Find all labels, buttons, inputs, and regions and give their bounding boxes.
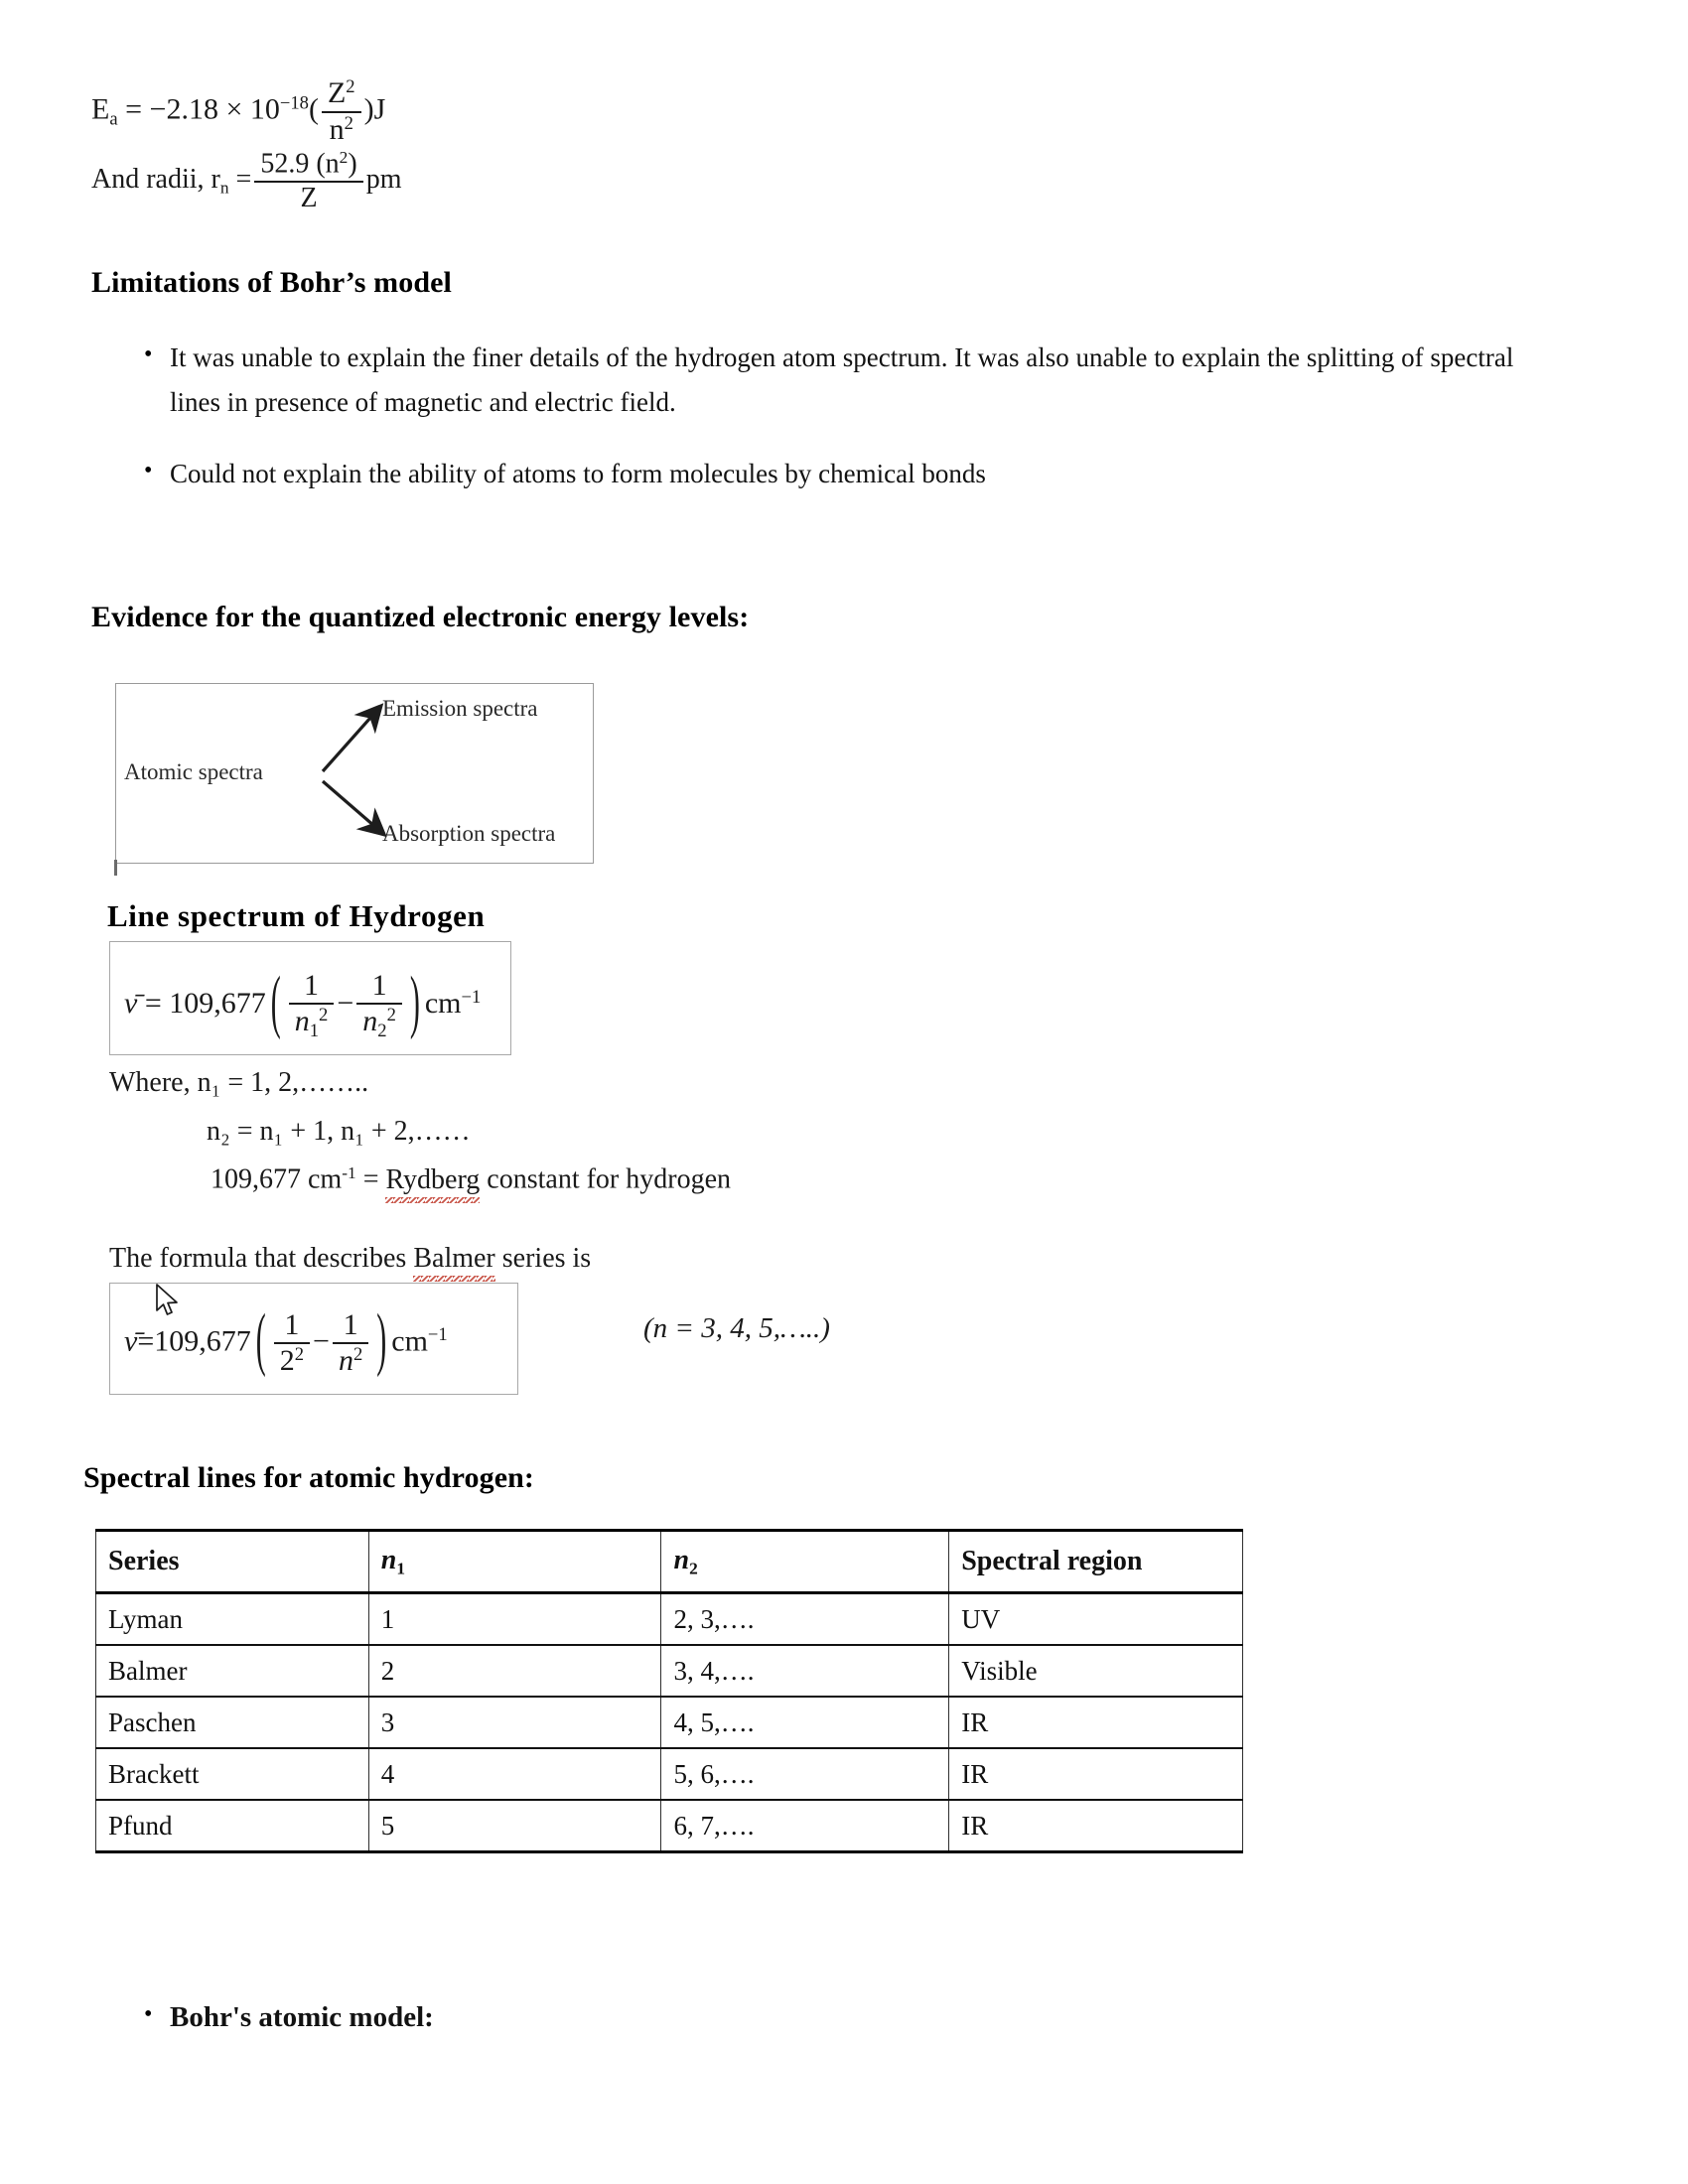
radius-symbol: r [211, 163, 220, 195]
evidence-heading: Evidence for the quantized electronic energy levels: [91, 601, 750, 633]
wavenumber-unit: cm [424, 987, 462, 1021]
line-spectrum-heading: Line spectrum of Hydrogen [107, 898, 486, 933]
balmer-intro-line [109, 1243, 591, 1275]
table-head [96, 1531, 1243, 1593]
close-paren: ) [363, 92, 374, 126]
rydberg-constant: 109,677 [169, 987, 266, 1021]
equals-sign: = [355, 1163, 386, 1195]
cell-series: Balmer [96, 1645, 369, 1697]
cell-region: Visible [949, 1645, 1243, 1697]
open-paren: ( [270, 964, 281, 1041]
diagram-root-label: Atomic spectra [124, 759, 263, 784]
minus-sign: − [313, 1324, 330, 1358]
balmer-intro-post: series is [494, 1243, 592, 1274]
bullet-icon: • [144, 2001, 153, 2027]
wavenumber-unit-exponent: −1 [461, 986, 482, 1008]
diagram-branch-label-absorption: Absorption spectra [382, 821, 556, 846]
cell-series: Pfund [96, 1800, 369, 1852]
energy-equation [91, 77, 385, 146]
where-n1-line [109, 1067, 368, 1099]
limitation-text-2: Could not explain the ability of atoms to form molecules by chemical bonds [170, 459, 986, 488]
energy-symbol-subscript: a [109, 108, 118, 130]
equals-sign: = [144, 987, 162, 1021]
times-sign: × [225, 92, 243, 126]
rydberg-constant: 109,677 [154, 1324, 251, 1358]
radius-equation [91, 149, 401, 213]
wavenumber-symbol: ν̄ [124, 1324, 138, 1358]
cell-region: UV [949, 1593, 1243, 1646]
two-exponent: 2 [294, 1344, 305, 1366]
table-header-row [96, 1531, 1243, 1593]
cell-n1: 1 [368, 1593, 661, 1646]
rydberg-constant-tail: constant for hydrogen [480, 1163, 732, 1195]
cell-region: IR [949, 1748, 1243, 1800]
energy-symbol: E [91, 92, 110, 126]
rydberg-constant-line [211, 1163, 731, 1196]
rydberg-formula [124, 964, 482, 1042]
fraction-denominator [289, 1003, 335, 1041]
cell-n1: 5 [368, 1800, 661, 1852]
radius-numerator-exponent: 2 [339, 148, 349, 167]
energy-coefficient: 2.18 [166, 92, 218, 126]
fraction-numerator: 1 [304, 969, 320, 1002]
cell-series: Lyman [96, 1593, 369, 1646]
fraction-denominator [333, 1342, 368, 1378]
arrow-to-absorption [323, 781, 382, 833]
cell-n2: 3, 4,…. [661, 1645, 949, 1697]
fraction-denominator [322, 111, 361, 147]
table-row [96, 1697, 1243, 1748]
equals-sign: = [137, 1324, 155, 1358]
table-row [96, 1593, 1243, 1646]
table-body [96, 1593, 1243, 1852]
n-symbol: n [294, 1005, 310, 1038]
cell-n2: 6, 7,…. [661, 1800, 949, 1852]
spellcheck-word-balmer: Balmer [413, 1243, 495, 1274]
equals-sign: = [125, 92, 143, 126]
spectral-lines-table [95, 1529, 1243, 1853]
n-exponent: 2 [352, 1344, 363, 1366]
n-symbol: n [329, 112, 345, 146]
cell-series: Brackett [96, 1748, 369, 1800]
cell-n2: 5, 6,…. [661, 1748, 949, 1800]
diagram-left-tick [114, 860, 117, 876]
cell-n1: 2 [368, 1645, 661, 1697]
cell-region: IR [949, 1697, 1243, 1748]
n-symbol: n [338, 1344, 353, 1378]
table-row [96, 1645, 1243, 1697]
list-item [144, 336, 1554, 425]
z-exponent: 2 [346, 76, 355, 97]
n1-subscript: 1 [396, 1559, 406, 1578]
cell-n1: 4 [368, 1748, 661, 1800]
one-over-n2-squared [356, 970, 402, 1042]
fraction-numerator [254, 149, 362, 181]
bullet-icon: • [144, 458, 153, 483]
limitations-heading: Limitations of Bohr’s model [91, 266, 452, 299]
balmer-formula-box [109, 1283, 518, 1395]
n-exponent: 2 [319, 1005, 329, 1026]
close-paren: ) [376, 1301, 387, 1379]
cell-series: Paschen [96, 1697, 369, 1748]
diagram-branch-label-emission: Emission spectra [382, 696, 538, 721]
fraction-numerator: 1 [371, 969, 387, 1002]
spectral-lines-heading: Spectral lines for atomic hydrogen: [83, 1461, 535, 1494]
where-n1-value: n₁ = 1, 2,…….. [197, 1067, 369, 1098]
radius-symbol-subscript: n [219, 178, 229, 198]
rydberg-formula-box [109, 941, 511, 1055]
open-paren: ( [308, 92, 319, 126]
column-header-spectral-region: Spectral region [949, 1531, 1243, 1593]
spellcheck-word-rydberg: Rydberg [385, 1163, 481, 1195]
minus-sign: − [337, 987, 354, 1021]
picometre-unit: pm [365, 163, 402, 195]
atomic-spectra-diagram [115, 683, 594, 864]
list-item [144, 452, 1554, 496]
n-subscript: 1 [309, 1021, 320, 1042]
fraction-denominator: Z [254, 181, 362, 213]
radius-fraction [254, 149, 362, 213]
cell-region: IR [949, 1800, 1243, 1852]
one-over-n1-squared [289, 970, 335, 1042]
cell-n1: 3 [368, 1697, 661, 1748]
one-over-two-squared [274, 1309, 310, 1378]
arrow-to-emission [323, 708, 379, 771]
z-over-n-fraction [322, 77, 361, 146]
radius-numerator-close: ) [348, 148, 357, 180]
diagram-arrows-svg [116, 684, 593, 863]
power-base: 10 [249, 92, 280, 126]
table-row [96, 1748, 1243, 1800]
joule-unit: J [373, 92, 386, 126]
radius-prefix: And radii, [91, 163, 205, 195]
where-n2-line: n₂ = n₁ + 1, n₁ + 2,…… [207, 1116, 471, 1147]
n2-subscript: 2 [689, 1559, 698, 1578]
fraction-numerator [322, 77, 361, 111]
where-label: Where, [109, 1067, 191, 1098]
wavenumber-symbol: ν̄ [124, 987, 138, 1021]
column-header-n2 [661, 1531, 949, 1593]
n-symbol: n [362, 1005, 378, 1038]
wavenumber-unit: cm [391, 1324, 428, 1358]
column-header-series: Series [96, 1531, 369, 1593]
fraction-numerator: 1 [343, 1308, 358, 1341]
n-exponent: 2 [344, 112, 353, 134]
close-paren: ) [409, 964, 420, 1041]
radius-numerator-text: 52.9 (n [260, 148, 340, 180]
wavenumber-unit-exponent: −1 [427, 1324, 448, 1346]
two-symbol: 2 [279, 1344, 295, 1378]
rydberg-constant-exponent: -1 [342, 1163, 356, 1182]
fraction-numerator: 1 [284, 1308, 300, 1341]
n-exponent: 2 [386, 1005, 396, 1026]
equals-sign: = [235, 163, 252, 195]
n-symbol: n [380, 1544, 397, 1575]
limitation-text-1: It was unable to explain the finer details of the hydrogen atom spectrum. It was also unable to explain the splitting of spectral lines in presence of magnetic and electric field. [170, 342, 1514, 417]
fraction-denominator [356, 1003, 402, 1041]
fraction-denominator [274, 1342, 310, 1378]
cell-n2: 2, 3,…. [661, 1593, 949, 1646]
cell-n2: 4, 5,…. [661, 1697, 949, 1748]
list-item [144, 1995, 938, 2040]
z-symbol: Z [327, 76, 347, 110]
one-over-n-squared [333, 1309, 368, 1378]
power-exponent: −18 [279, 92, 309, 114]
balmer-intro-pre: The formula that describes [109, 1243, 414, 1274]
balmer-n-range-note: (n = 3, 4, 5,…..) [643, 1312, 830, 1344]
n-subscript: 2 [377, 1021, 387, 1042]
open-paren: ( [255, 1301, 266, 1379]
bullet-icon: • [144, 341, 153, 367]
column-header-n1 [368, 1531, 661, 1593]
bohr-model-heading: Bohr's atomic model: [170, 2001, 434, 2033]
minus-sign: − [149, 92, 167, 126]
table-row [96, 1800, 1243, 1852]
rydberg-constant-value: 109,677 cm [211, 1163, 343, 1195]
balmer-formula [124, 1301, 448, 1379]
n-symbol: n [673, 1544, 690, 1575]
